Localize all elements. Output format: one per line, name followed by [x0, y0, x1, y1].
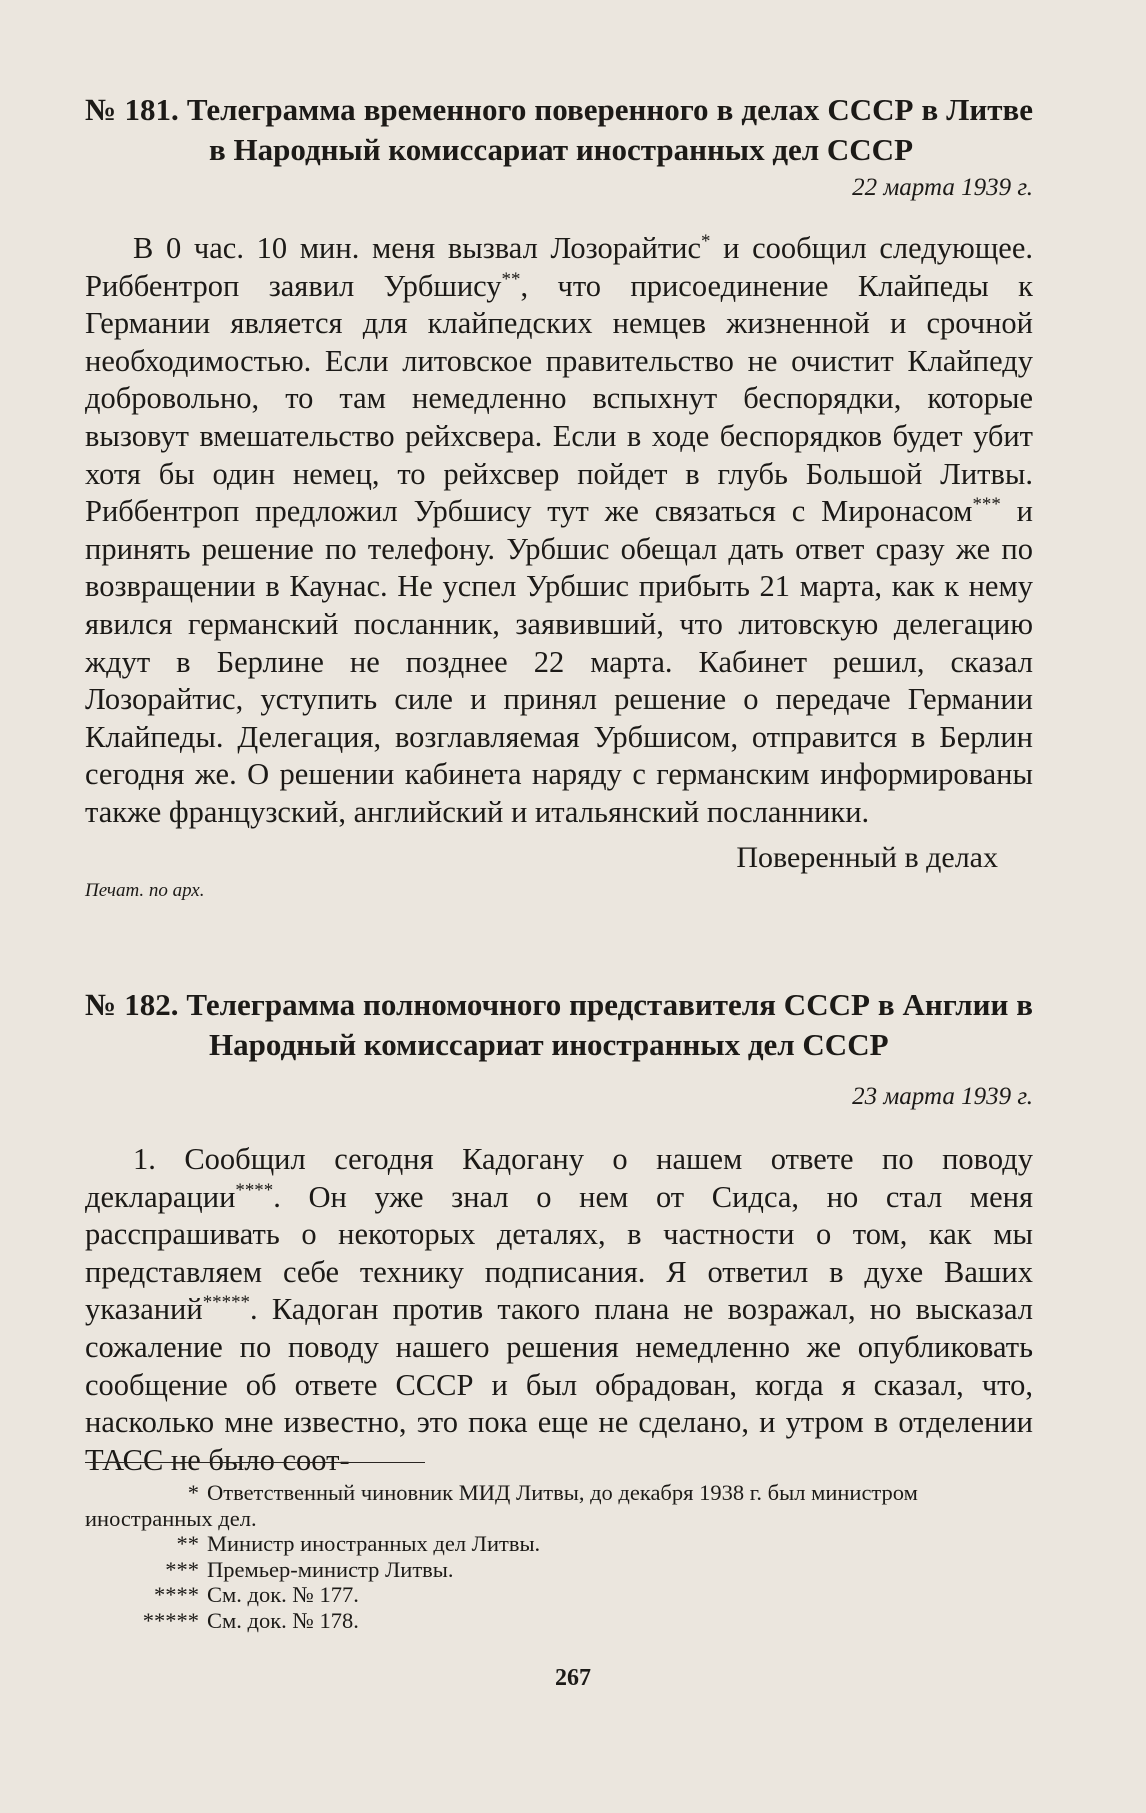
doc-182-body-part: . Кадоган против такого плана не возражал, но высказал сожаление по поводу нашего решения немедленно же опубликовать сообщение об ответе СССР и был обрадован, когда я сказал, что, насколько мне известно, это пока еще не сделано, и утром в отделении ТАСС не было соот- [85, 1292, 1033, 1477]
footnote-item [85, 1531, 1033, 1557]
doc-182-date: 23 марта 1939 г. [852, 1083, 1033, 1110]
footnote-ref: **** [235, 1179, 274, 1201]
footnote-ref: ** [501, 268, 521, 290]
doc-181-body-part: , что присоединение Клайпеды к Германии является для клайпедских немцев жизненной и срочной необходимостью. Если литовское правительство не очистит Клайпеду добровольно, то там немедленно вспыхнут беспорядки, которые вызовут вмешательство рейхсвера. Если в ходе беспорядков будет убит хотя бы один немец, то рейхсвер пойдет в глубь Большой Литвы. Риббентроп предложил Урбшису тут же связаться с Миронасом [85, 268, 1033, 529]
footnotes [85, 1480, 1033, 1633]
footnote-item [85, 1480, 1033, 1531]
footnote-marker: *** [165, 1556, 199, 1582]
doc-181-body-part: В 0 час. 10 мин. меня вызвал Лозорайтис [133, 231, 702, 265]
doc-182-body-part: . Он уже знал о нем от Сидса, но стал меня расспрашивать о некоторых деталях, в частности о том, как мы представляем себе технику подписания. Я ответил в духе Ваших указаний [85, 1179, 1033, 1327]
footnote-marker: **** [154, 1582, 199, 1607]
footnote-marker: ** [176, 1531, 199, 1556]
doc-182-body [85, 1141, 1033, 1479]
document-181 [85, 90, 1033, 902]
footnote-text: Премьер-министр Литвы. [207, 1556, 454, 1582]
doc-182-body-part: 1. Сообщил сегодня Кадогану о нашем ответе по поводу декларации [85, 1142, 1033, 1214]
doc-181-body-part: и сообщил следующее. Риббентроп заявил Урбшису [85, 231, 1034, 303]
doc-181-source-note: Печат. по арх. [85, 879, 205, 901]
footnote-divider [85, 1462, 425, 1463]
footnote-item [85, 1608, 1033, 1634]
footnote-item [85, 1557, 1033, 1583]
footnote-marker: * [187, 1480, 199, 1505]
footnote-ref: * [701, 230, 711, 252]
document-182 [85, 985, 1033, 1479]
doc-181-heading: № 181. Телеграмма временного поверенного в делах СССР в Литве в Народный комиссариат иностранных дел СССР [85, 92, 1033, 167]
doc-181-body-part: и принять решение по телефону. Урбшис обещал дать ответ сразу же по возвращении в Каунас. Не успел Урбшис прибыть 21 марта, как к нему явился германский посланник, заявивший, что литовскую делегацию ждут в Берлине не позднее 22 марта. Кабинет решил, сказал Лозорайтис, уступить силе и принял решение о передаче Германии Клайпеды. Делегация, возглавляемая Урбшисом, отправится в Берлин сегодня же. О решении кабинета наряду с германским информированы также французский, английский и итальянский посланники. [85, 494, 1033, 829]
doc-182-heading: № 182. Телеграмма полномочного представителя СССР в Англии в Народный комиссариат иностранных дел СССР [85, 987, 1033, 1062]
doc-181-body [85, 230, 1033, 832]
footnote-text: Ответственный чиновник МИД Литвы, до декабря 1938 г. был министром иностранных дел. [85, 1480, 918, 1531]
footnote-ref: *** [972, 494, 1001, 515]
footnote-marker: ***** [142, 1607, 199, 1633]
doc-181-date: 22 марта 1939 г. [852, 174, 1033, 201]
footnote-text: См. док. № 178. [207, 1607, 359, 1633]
footnote-ref: ***** [202, 1292, 250, 1314]
page-number: 267 [555, 1665, 591, 1691]
footnote-item [85, 1582, 1033, 1608]
footnote-text: Министр иностранных дел Литвы. [207, 1531, 541, 1556]
doc-181-signature: Поверенный в делах [736, 840, 998, 874]
footnote-text: См. док. № 177. [207, 1582, 359, 1607]
